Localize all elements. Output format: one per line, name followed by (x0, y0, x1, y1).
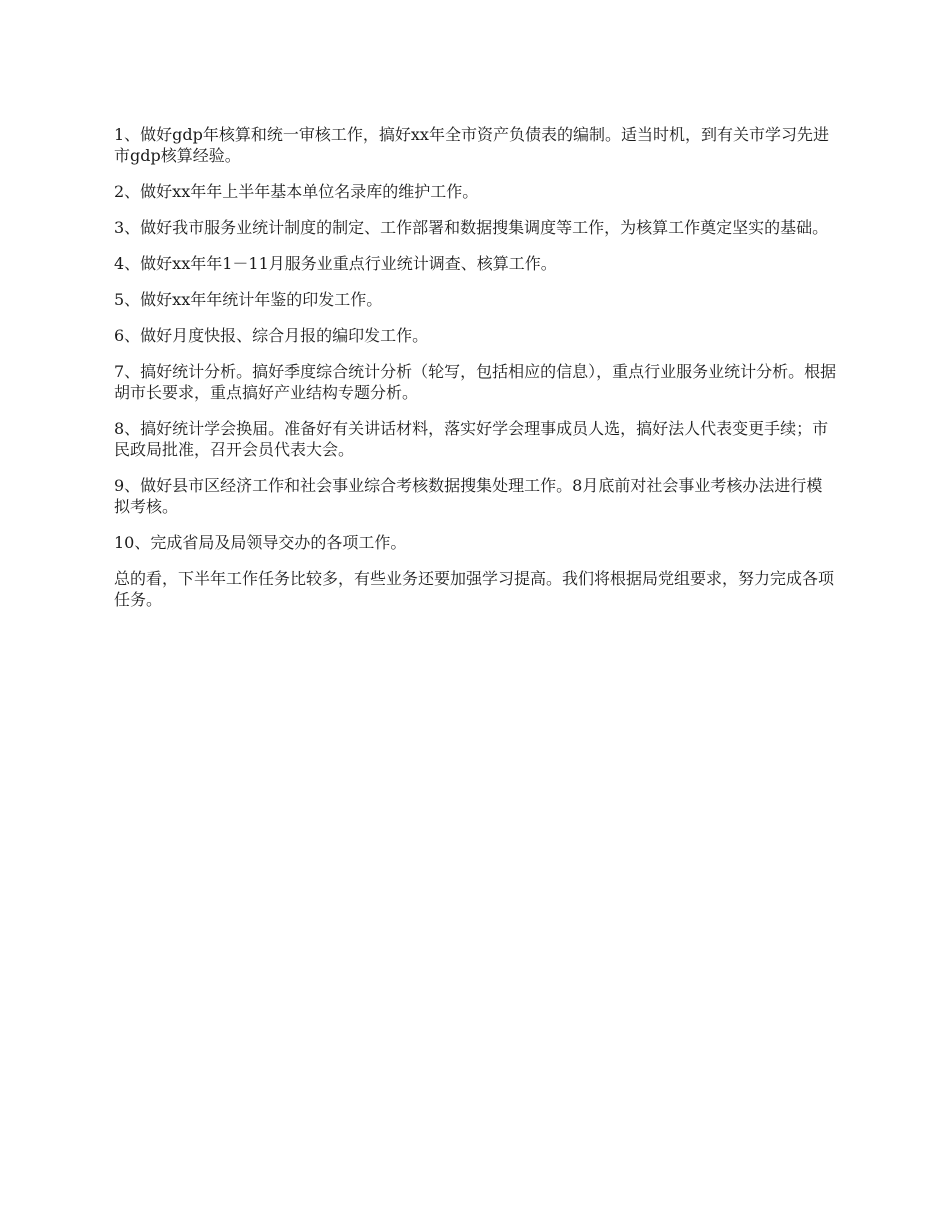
paragraph-item-5: 5、做好xx年年统计年鉴的印发工作。 (114, 290, 383, 309)
paragraph-item-8: 8、搞好统计学会换届。准备好有关讲话材料，落实好学会理事成员人选，搞好法人代表变更手续；市民政局批准，召开会员代表大会。 (114, 419, 829, 459)
paragraph-item-1: 1、做好gdp年核算和统一审核工作，搞好xx年全市资产负债表的编制。适当时机，到有关市学习先进市gdp核算经验。 (114, 125, 829, 165)
document-body (114, 124, 838, 625)
paragraph-item-10: 10、完成省局及局领导交办的各项工作。 (114, 533, 407, 552)
summary-paragraph: 总的看，下半年工作任务比较多，有些业务还要加强学习提高。我们将根据局党组要求，努力完成各项任务。 (114, 569, 835, 609)
paragraph-item-4: 4、做好xx年年1－11月服务业重点行业统计调查、核算工作。 (114, 254, 557, 273)
paragraph-item-3: 3、做好我市服务业统计制度的制定、工作部署和数据搜集调度等工作，为核算工作奠定坚实的基础。 (114, 218, 829, 237)
paragraph-item-2: 2、做好xx年年上半年基本单位名录库的维护工作。 (114, 182, 479, 201)
paragraph-item-9: 9、做好县市区经济工作和社会事业综合考核数据搜集处理工作。8月底前对社会事业考核办法进行模拟考核。 (114, 476, 823, 516)
paragraph-item-6: 6、做好月度快报、综合月报的编印发工作。 (114, 326, 429, 345)
paragraph-item-7: 7、搞好统计分析。搞好季度综合统计分析（轮写，包括相应的信息），重点行业服务业统计分析。根据胡市长要求，重点搞好产业结构专题分析。 (114, 362, 837, 402)
